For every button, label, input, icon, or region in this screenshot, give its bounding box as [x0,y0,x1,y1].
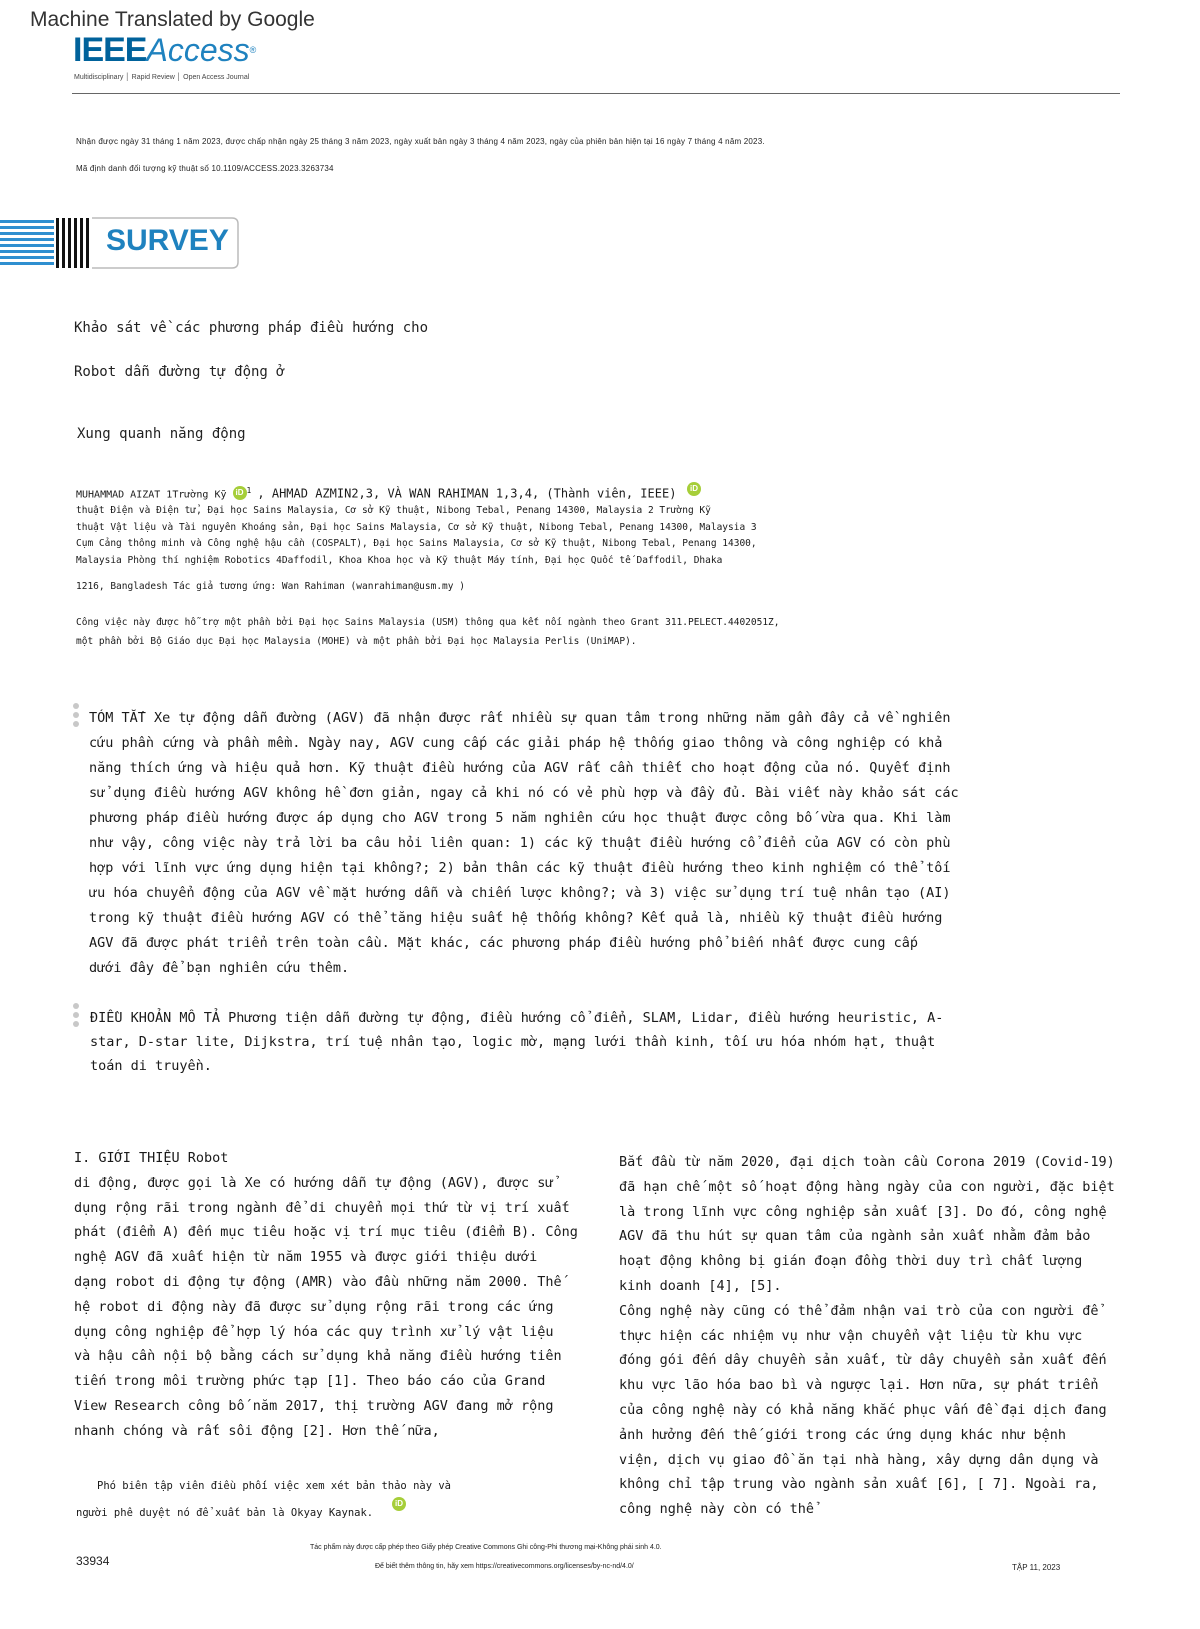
body-line: Công nghệ này cũng có thể đảm nhận vai trò của con người để [619,1302,1099,1319]
body-line: dụng rộng rãi trong ngành để di chuyển mọi thứ từ vị trí xuất [74,1199,570,1216]
abstract-line: ưu hóa chuyển động của AGV về mặt hướng dẫn và chiến lược không?; và 3) việc sử dụng trí tuệ nhân tạo (AI) [89,885,951,901]
affiliation-line: Cụm Cảng thông minh và Công nghệ hậu cần (COSPALT), Đại học Sains Malaysia, Cơ sở Kỹ thuật, Nibong Tebal, Penang 14300, [76,538,757,549]
body-line: công nghệ này còn có thể [619,1501,815,1518]
body-line: không chỉ tập trung vào ngành sản xuất [6], [ 7]. Ngoài ra, [619,1476,1099,1493]
abstract-line: trong kỹ thuật điều hướng AGV có thể tăng hiệu suất hệ thống không? Kết quả là, nhiều kỹ thuật điều hướng [89,910,943,926]
affiliation-line: Malaysia Phòng thí nghiệm Robotics 4Daffodil, Khoa Khoa học và Kỹ thuật Máy tính, Đại học Quốc tế Daffodil, Dhaka [76,554,723,566]
survey-badge-label: SURVEY [106,224,229,257]
body-line: là trong lĩnh vực công nghiệp sản xuất [3]. Do đó, công nghệ [619,1203,1107,1220]
body-line: và hậu cần nội bộ bằng cách sử dụng khả năng điều hướng tiên [74,1348,562,1365]
editor-note-line-1: Phó biên tập viên điều phối việc xem xét bản thảo này và [97,1480,452,1492]
abstract-line: cứu phần cứng và phần mềm. Ngày nay, AGV cung cấp các giải pháp hệ thống giao thông và công nghiệp có khả [89,735,943,751]
body-line: Bắt đầu từ năm 2020, đại dịch toàn cầu Corona 2019 (Covid-19) [619,1154,1115,1170]
left-column [74,1146,578,1444]
abstract-line: sử dụng điều hướng AGV không hề đơn giản, ngay cả khi nó có vẻ phù hợp và đầy đủ. Bài viết này khảo sát các [89,785,959,801]
abstract-line: phương pháp điều hướng được áp dụng cho AGV trong 5 năm nghiên cứu học thuật được công bố vừa qua. Khi làm [89,810,951,826]
corresponding-author: 1216, Bangladesh Tác giả tương ứng: Wan Rahiman (wanrahiman@usm.my ) [76,581,465,592]
body-line: AGV đã thu hút sự quan tâm của ngành sản xuất nhằm đảm bảo [619,1228,1091,1245]
body-line: ảnh hưởng đến thế giới trong các ứng dụng khác như bệnh [619,1426,1067,1443]
affiliations [76,503,757,596]
funding-line: một phần bởi Bộ Giáo dục Đại học Malaysia (MOHE) và một phần bởi Đại học Malaysia Perlis (UniMAP). [76,636,637,647]
journal-logo-access: Access [146,32,250,68]
paper-title-line-3: Xung quanh năng động [77,426,246,442]
body-line: khu vực lão hóa bao bì và ngược lại. Hơn nữa, sự phát triển [619,1377,1099,1394]
body-line: hoạt động không bị gián đoạn đồng thời duy trì chất lượng [619,1253,1083,1270]
section-heading-introduction: I. GIỚI THIỆU Robot [74,1150,229,1166]
abstract-line: như vậy, công việc này trả lời ba câu hỏi liên quan: 1) các kỹ thuật điều hướng cổ điển của AGV có còn phù [89,835,951,851]
body-line: di động, được gọi là Xe có hướng dẫn tự động (AGV), được sử [74,1174,554,1191]
volume-label: TẬP 11, 2023 [1012,1563,1061,1572]
journal-logo [73,32,256,75]
body-line: nhanh chóng và rất sôi động [2]. Hơn thế nữa, [74,1422,440,1439]
affiliation-line: thuật Điện và Điện tử, Đại học Sains Malaysia, Cơ sở Kỹ thuật, Nibong Tebal, Penang 14300, Malaysia 2 Trường Kỹ [76,505,711,516]
abstract-line: dưới đây để bạn nghiên cứu thêm. [89,960,350,976]
author-name-1: MUHAMMAD AIZAT 1Trường Kỹ [76,489,227,501]
body-line: View Research công bố năm 2017, thị trường AGV đang mở rộng [74,1397,554,1414]
header-rule [72,93,1120,94]
body-line: thực hiện các nhiệm vụ như vận chuyển vật liệu từ khu vực [619,1327,1083,1344]
funding-note [76,613,780,651]
dates-line: Nhận được ngày 31 tháng 1 năm 2023, được chấp nhận ngày 25 tháng 3 năm 2023, ngày xuất bản ngày 3 tháng 4 năm 2023, ngày của phiên bản hiện tại 16 ngày 7 tháng 4 năm 2023. [76,137,765,146]
journal-logo-ieee: IEEE [73,31,147,69]
abstract-line: AGV đã được phát triển trên toàn cầu. Mặt khác, các phương pháp điều hướng phổ biến nhất được cung cấp [89,935,919,951]
affiliation-line: thuật Vật liệu và Tài nguyên Khoáng sản, Đại học Sains Malaysia, Cơ sở Kỹ thuật, Nibong Tebal, Penang 14300, Malaysia 3 [76,521,757,533]
orcid-icon[interactable]: iD [233,486,247,500]
orcid-icon[interactable]: iD [392,1493,406,1511]
editor-note-line-2 [76,1507,373,1519]
page-number: 33934 [76,1554,110,1568]
body-line: dạng robot di động tự động (AMR) vào đầu những năm 2000. Thế [74,1273,562,1290]
orcid-icon[interactable]: iD [687,478,701,496]
body-line: kinh doanh [4], [5]. [619,1277,782,1294]
paper-title-line-1: Khảo sát về các phương pháp điều hướng cho [74,320,429,336]
body-line: phát (điểm A) đến mục tiêu hoặc vị trí mục tiêu (điểm B). Công [74,1224,578,1241]
body-line: tiến trong môi trường phức tạp [1]. Theo báo cáo của Grand [74,1373,546,1390]
license-line-1: Tác phẩm này được cấp phép theo Giấy phép Creative Commons Ghi công-Phi thương mại-Không phái sinh 4.0. [310,1544,662,1551]
author-names-rest: , AHMAD AZMIN2,3, VÀ WAN RAHIMAN 1,3,4, (Thành viên, IEEE) [257,486,677,501]
paper-title-line-2: Robot dẫn đường tự động ở [74,364,285,380]
license-link[interactable]: Để biết thêm thông tin, hãy xem https://creativecommons.org/licenses/by-nc-nd/4.0/ [375,1563,634,1570]
funding-line: Công việc này được hỗ trợ một phần bởi Đại học Sains Malaysia (USM) thông qua kết nối ngành theo Grant 311.PELECT.4402051Z, [76,617,780,628]
body-line: đóng gói đến dây chuyền sản xuất, từ dây chuyền sản xuất đến [619,1352,1107,1369]
abstract-bullet-icon [73,703,81,730]
body-line: nghệ AGV đã xuất hiện từ năm 1955 và được giới thiệu dưới [74,1249,538,1266]
abstract-line: năng thích ứng và hiệu quả hơn. Kỹ thuật điều hướng của AGV rất cần thiết cho hoạt động của nó. Quyết định [89,760,951,776]
editor-note-text: người phê duyệt nó để xuất bản là Okyay Kaynak. [76,1507,374,1519]
index-terms [90,1006,943,1078]
machine-translated-label: Machine Translated by Google [30,8,315,31]
index-terms-line: toán di truyền. [90,1058,212,1074]
abstract-line: TÓM TẮT Xe tự động dẫn đường (AGV) đã nhận được rất nhiều sự quan tâm trong những năm gần đây cả về nghiên [89,710,951,726]
body-line: hệ robot di động này đã được sử dụng rộng rãi trong các ứng [74,1298,554,1315]
body-line: đã hạn chế một số hoạt động hàng ngày của con người, đặc biệt [619,1178,1115,1195]
right-column [619,1150,1115,1522]
index-terms-line: ĐIỀU KHOẢN MÔ TẢ Phương tiện dẫn đường tự động, điều hướng cổ điển, SLAM, Lidar, điều hướng heuristic, A- [90,1010,944,1026]
author-sup: 1 [246,486,252,495]
index-terms-bullet-icon [73,1003,81,1030]
journal-logo-mark: ® [249,45,257,55]
body-line: viện, dịch vụ giao đồ ăn tại nhà hàng, xây dựng dân dụng và [619,1451,1099,1468]
body-line: của công nghệ này có khả năng khắc phục vấn đề đại dịch đang [619,1401,1107,1418]
abstract-line: hợp với lĩnh vực ứng dụng hiện tại không?; 2) bản thân các kỹ thuật điều hướng theo kinh nghiệm có thể tối [89,860,951,876]
doi-line: Mã định danh đối tượng kỹ thuật số 10.1109/ACCESS.2023.3263734 [76,164,334,173]
index-terms-line: star, D-star lite, Dijkstra, trí tuệ nhân tạo, logic mờ, mạng lưới thần kinh, tối ưu hóa nhóm hạt, thuật [90,1034,936,1050]
body-line: dụng công nghiệp để hợp lý hóa các quy trình xử lý vật liệu [74,1323,554,1340]
abstract [89,706,959,981]
journal-tagline: Multidisciplinary │ Rapid Review │ Open Access Journal [74,74,250,81]
authors-line [76,486,676,500]
survey-badge [0,216,240,270]
